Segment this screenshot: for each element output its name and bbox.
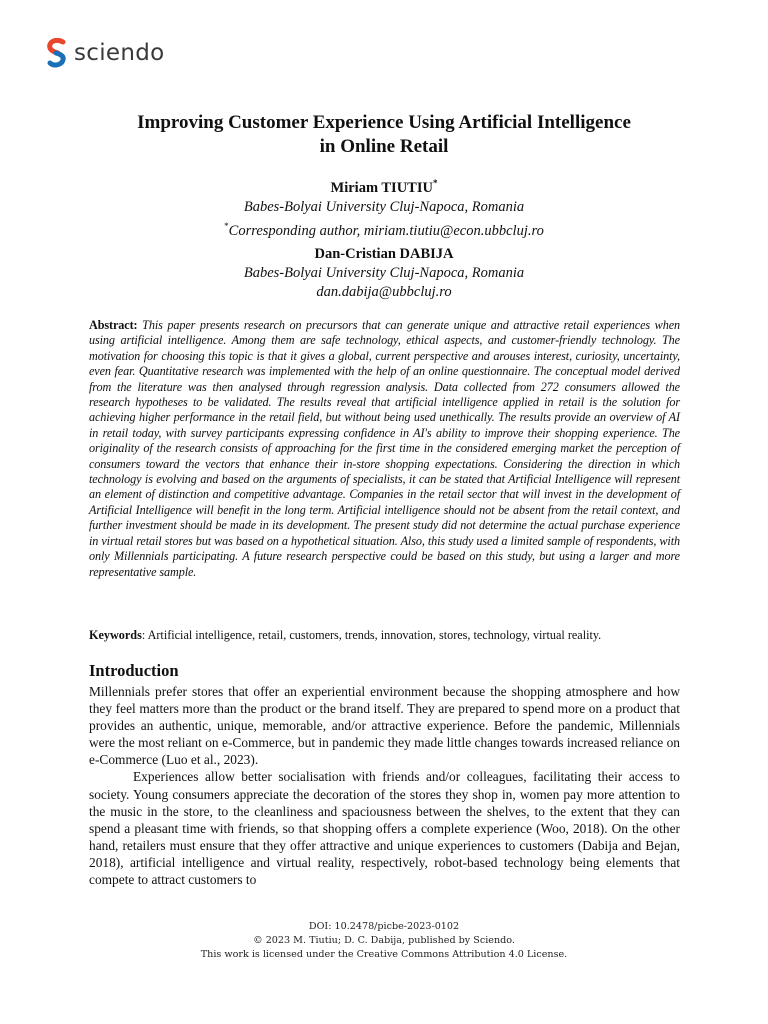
- keywords: [89, 628, 689, 643]
- author-name: Dan-Cristian DABIJA: [314, 246, 454, 262]
- introduction-body: [89, 683, 680, 888]
- corresponding-marker: *: [224, 220, 229, 231]
- author-1: [84, 174, 684, 241]
- author-marker: *: [432, 178, 438, 188]
- author-name: Miriam TIUTIU: [330, 179, 433, 196]
- author-2: [84, 245, 684, 302]
- license[interactable]: This work is licensed under the Creative Commons Attribution 4.0 License.: [200, 949, 568, 960]
- publisher-logo: [46, 38, 165, 68]
- keywords-text: : Artificial intelligence, retail, customers, trends, innovation, stores, technology, virtual reality.: [141, 628, 602, 642]
- abstract-label: Abstract:: [89, 318, 138, 332]
- abstract-text: This paper presents research on precursors that can generate unique and attractive retail experiences when using artificial intelligence. Among them are safe technology, ethical aspects, and customer-friendly technology. The motivation for choosing this topic is that it gives a global, current perspective and arouses interest, curiosity, uncertainty, even fear. Quantitative research was implemented with the help of an online questionnaire. The conceptual model derived from the literature was then analysed through regression analysis. Data collected from 272 consumers allowed the research hypotheses to be validated. The results reveal that artificial intelligence applied in retail is the solution for achieving higher performance in the retail field, but without being used unethically. The results provide an overview of AI in retail today, with survey participants expressing confidence in AI's ability to improve their shopping experience. The originality of the research consists of approaching for the first time in the considered emerging market the perception of consumers toward the vectors that enhance their in-store shopping expectations. Considering the direction in which technology is evolving and based on the arguments of specialists, it can be stated that Artificial Intelligence will represent an element of distinction and competitive advantage. Companies in the retail sector that will invest in the development of Artificial Intelligence will benefit in the long term. Artificial intelligence should not be absent from the retail context, and further investment should be made in its development. The present study did not determine the actual purchase experience in virtual retail stores but was based on a hypothetical situation. Also, this study used a limited sample of respondents, with only Millennials participating. A future research perspective could be based on this study, but using a larger and more representative sample.: [89, 318, 680, 579]
- intro-paragraph: Millennials prefer stores that offer an experiential environment because the shopping atmosphere and how they feel matters more than the product or the brand itself. They are prepared to spend more on a product that provides an authentic, unique, memorable, and/or attractive experience. Before the pandemic, Millennials were the most reliant on e-Commerce, but in pandemic they made little changes towards increased reliance on e-Commerce (Luo et al., 2023).: [89, 684, 680, 768]
- author-affiliation: Babes-Bolyai University Cluj-Napoca, Romania: [243, 198, 525, 215]
- corresponding-author[interactable]: Corresponding author, miriam.tiutiu@econ.ubbcluj.ro: [228, 222, 544, 239]
- section-heading-introduction: Introduction: [89, 661, 179, 680]
- doi[interactable]: DOI: 10.2478/picbe-2023-0102: [308, 921, 460, 932]
- title-line-2: in Online Retail: [319, 136, 449, 157]
- author-affiliation: Babes-Bolyai University Cluj-Napoca, Romania: [243, 265, 525, 281]
- logo-text: sciendo: [74, 40, 165, 66]
- intro-paragraph: Experiences allow better socialisation with friends and/or colleagues, facilitating their access to society. Young consumers appreciate the decoration of the stores they shop in, women pay more attention to the music in the store, to the cleanliness and spaciousness between the shelves, to the extent that they can spend a pleasant time with friends, so that shopping offers a complete experience (Woo, 2018). On the other hand, retailers must ensure that they offer attractive and unique experiences to customers (Dabija and Bejan, 2018), artificial intelligence and virtual reality, respectively, robot-based technology being elements that compete to attract customers to: [89, 769, 680, 888]
- title-line-1: Improving Customer Experience Using Artificial Intelligence: [137, 112, 631, 133]
- keywords-label: Keywords: [89, 628, 142, 642]
- copyright: © 2023 M. Tiutiu; D. C. Dabija, published by Sciendo.: [253, 935, 515, 946]
- page-footer: [84, 920, 684, 962]
- sciendo-logo-icon: [46, 38, 68, 68]
- abstract: [89, 318, 680, 580]
- paper-title: [60, 111, 708, 159]
- author-email[interactable]: dan.dabija@ubbcluj.ro: [316, 284, 452, 300]
